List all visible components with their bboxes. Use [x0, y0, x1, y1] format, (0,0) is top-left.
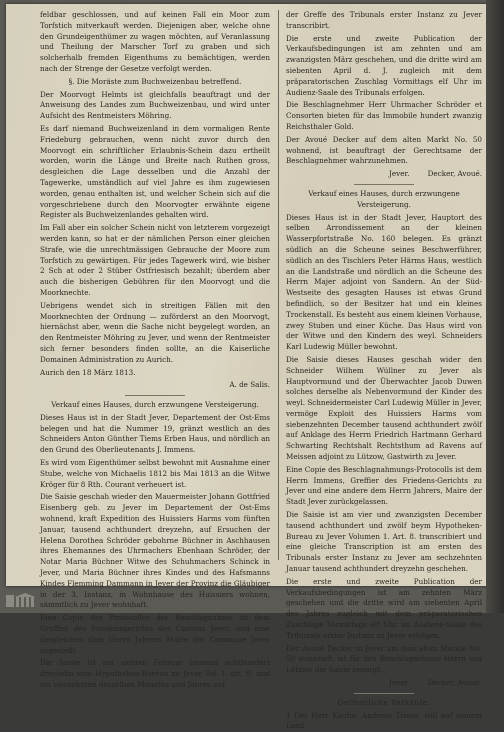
- paragraph: Eine Copie des Protocolles der Beschlagnahme ist dem Greffier des Friedensgerichts des Cantons Jever, und eine desgleichen dem Herrn Jahrers Maire der Commune Jever zugestellt.: [40, 613, 270, 655]
- paragraph: Die erste und zweite Publication der Verkaufsbedingungen ist am zehnten und am zwanzigsten März geschehen, und die dritte wird am siebenten April d. J. zugleich mit dem präparatorischen Zuschlag Vormittags elf Uhr im Audienz-Saale des Tribunals erfolgen.: [286, 33, 482, 97]
- paragraph: Die Saisie ist am siebten Februar tausend achthundert dreyzehn vom Hypotheken-Bureau zu Jever Vol. I. art. 9, und am vierzehnten desselben Monaths und Jahres auf: [40, 658, 270, 690]
- paragraph: Der Avoué Decker in Jever am dem alten Markte No. 50 wohnhaft, ist für den Beschlagnehmer Herrn von Lützow die Saisie besorgt.: [286, 643, 482, 675]
- paragraph: Eine Copie des Beschlagnahmungs-Protocolls ist dem Herrn Immens, Greffier des Friedens-Gerichts zu Jever und eine andere dem Herrn Jahrers, Maire der Stadt Jever zurückgelassen.: [286, 464, 482, 507]
- paragraph: Dieses Haus ist in der Stadt Jever, Hauptort des selben Arrondissement an der kleinen Wasserpfortstraße No. 160 belegen. Es gränzt südlich an die Scheune seines Beschwerführer, südlich an des Tischlers Peter Härms Haus, westlich an die Landstraße und nördlich an die Scheune des Herrn Majer adjoint von Sandern. An der Süd-Westseite des gesagten Hauses ist etwas Grund befindlich, so der Besitzer hat und ein kleines Trockenstall. Es besteht aus einem kleinen Vorhause, zwey Stuben und einer Küche. Das Haus wird von der Witwe und den Kindern des weyl. Schneiders Karl Ludewig Müller bewohnt.: [286, 212, 482, 352]
- notice-heading: Verkauf eines Hauses, durch erzwungene Versteigerung.: [51, 400, 259, 410]
- page-edge-shadow: [486, 0, 504, 613]
- section-heading: §. Die Moräste zum Buchweizenbau betreffend.: [68, 76, 242, 86]
- newspaper-page: [6, 4, 494, 731]
- paragraph: 1 Der Herr Kaufm. Andreas Triese, will auf seinem Land: [286, 710, 482, 731]
- notice-heading: Verkauf eines Hauses, durch erzwungene Versteigerung.: [308, 188, 460, 209]
- dateline: Aurich den 18 März 1813.: [40, 367, 136, 377]
- signature-place: Jever.: [389, 678, 410, 688]
- divider: [125, 395, 185, 396]
- paragraph: Der Avoué Decker auf dem alten Markt No. 50 wohnend, ist beauftragt der Gerechtsame der Beschlagnehmer wahrzunehmen.: [286, 134, 482, 166]
- signature-name: Decker, Avoué.: [427, 678, 482, 688]
- paragraph: Uebrigens wendet sich in streitigen Fällen mit den Moorknechten der Ordnung — zuförderst an den Moorvogt, hiernächst aber, wenn die Sache nicht beygelegt worden, an den Rentmeister Möhring zu Jever, und wenn der Rentmeister sich ferner besonders finden sollte, an die Kaiserliche Domainen Administration zu Aurich.: [40, 300, 270, 364]
- paragraph: Im Fall aber ein solcher Schein nicht von letzterem vorgezeigt werden kann, so hat er der nämlichen Person einer gleichen Strafe, wie die unrechtmässigen Gebrauche der Moore zum Torfstich zu gewärtigen. Für jedes Tagewerk wird, wie bisher 2 Sch at oder 2 Stüber Ostfriesisch bezahlt; überdem aber auch die bisherigen Gebühren für den Moorvogt und die Moorknechte.: [40, 223, 270, 297]
- paragraph: Die Saisie geschah wieder den Mauermeister Johann Gottfried Eisenberg geb. zu Jever im Departement der Ost-Ems wohnend, kraft Expedition des Huissiers Harms vom fünften Januar, tausend achthundert dreyzehn, auf Ersuchen der Helena Dorothea Schröder gebohrne Büchner in Aschhausen ihres Ehemannes des Uhrmachers Ebenhaan Schröder, der Notar Maria Büchner Witwe des Schuhmachers Schinck in Jever, und Maria Büchner ihres Kindes und des Hafsmanns Kindes Flemming Dammann in Jever der Provinz die Gläubiger in der 3. Instanz, in Wohnhause des Huissiers wohnen, sämmtlich zu Jever wohnhaft.: [40, 492, 270, 610]
- divider: [354, 184, 414, 185]
- paragraph: Dieses Haus ist in der Stadt Jever, Departement der Ost-Ems belegen und hat die Nummer 19, gränzt westlich an des Schneiders Anton Günther Tiems Erben Haus, und nördlich an den Grund des Oberlieutenants J. Immens.: [40, 412, 270, 455]
- paragraph: der Greffe des Tribunals erster Instanz zu Jever transcribirt.: [286, 10, 482, 30]
- signature-name: Decker, Avoué.: [427, 169, 482, 179]
- signature-place: Jever.: [389, 169, 410, 179]
- library-logo-icon: [4, 592, 64, 610]
- paragraph: Die Saisie ist am vier und zwanzigsten December tausend achthundert und zwölf beym Hypotheken-Bureau zu Jever Volumen 1. Art. 8. transcribiert und eine gleiche Transcription ist am ersten des Tribunals erster Instanz zu Jever am sechzehnten Januar tausend achthundert dreyzehn geschehen.: [286, 510, 482, 574]
- section-subhead: Oeffentliche Verkäufe.: [337, 697, 431, 707]
- paragraph: Der Moorvogt Helmts ist gleichfalls beauftragt und der Anweisung des Landes zum Buchweizenbau, und wird unter Aufsicht des Rentmeisters Möhring.: [40, 89, 270, 121]
- right-column: [286, 10, 482, 731]
- column-rule: [278, 10, 279, 560]
- signature: A. de Salis.: [229, 380, 270, 390]
- signature-line: [286, 169, 482, 180]
- paragraph: Die Saisie dieses Hauses geschah wider den Schneider Wilhem Wüllner zu Jever als Hauptvormund und der Überwachter Jacob Duwen solches derselbe als Nebenvormund der Kinder des weyl. Schneidermeister Carl Ludewig Müller in Jever, vermöge Exploit des Huissiers Harms vom siebenzehnten December tausend achthundert zwölf auf Anklage des Herrn Friedrich Hartmann Gerhard Schwarting Rechtshalt Rechtsthum ad Ravens auf Meissen adjoint zu Lützow, Gastwirth zu Jever.: [286, 354, 482, 462]
- divider: [354, 693, 414, 694]
- paragraph: Die Beschlagnehmer Herr Uhrmacher Schröder et Consorten bieten für das Immobile hundert zwanzig Reichsthaler Gold.: [286, 100, 482, 131]
- paragraph: Es darf niemand Buchweizenland in dem vormaligen Rente Friedeburg gebrauchen, wenn nicht zuvor durch den Moorvogt ein schriftlicher Erlaubnis-Schein dazu ertheilt worden, worin die Länge und Breite nach Ruthen gross, desgleichen die Lage desselben und die Anzahl der Tagewerke, umständlich auf viel Jahre es ihm zugewiesen worden, genau enthalten ist, und welcher Schein sich auf die vorgeschriebene durch den Moorvogter erwähnte eigene Register als Buchweizenlandes gehalten wird.: [40, 123, 270, 220]
- paragraph: feldbar geschlossen, und auf keinen Fall ein Moor zum Torfstich mitverkauft werden. Diejenigen aber, welche ohne den Grundeigenthümer zu wagen möchten, auf Veranlassung und Theilung der Marscher Torf zu graben und sich solcherhalb fremden Eigenthums zu bemächtigen, werden nach der Strenge der Gesetze verfolgt werden.: [40, 10, 270, 73]
- paragraph: Die erste und zweite Publication der Verkaufsbedingungen ist am zehnten März geschehen und die dritte wird am siebenten April des Jahres zugleich mit dem präparatorischen Zuschlage Vormittags elf Uhr im Audienz-Saale des Tribunals erster Instanz zu Jever erfolgen.: [286, 576, 482, 640]
- paragraph: Es wird vom Eigenthümer selbst bewohnt mit Ausnahme einer Stube, welche von Michaelis 1812 bis Mai 1813 an die Witwe Kröger für 8 Rth. Courant verheuert ist.: [40, 458, 270, 489]
- signature-line: [286, 678, 482, 689]
- left-column: [40, 10, 270, 690]
